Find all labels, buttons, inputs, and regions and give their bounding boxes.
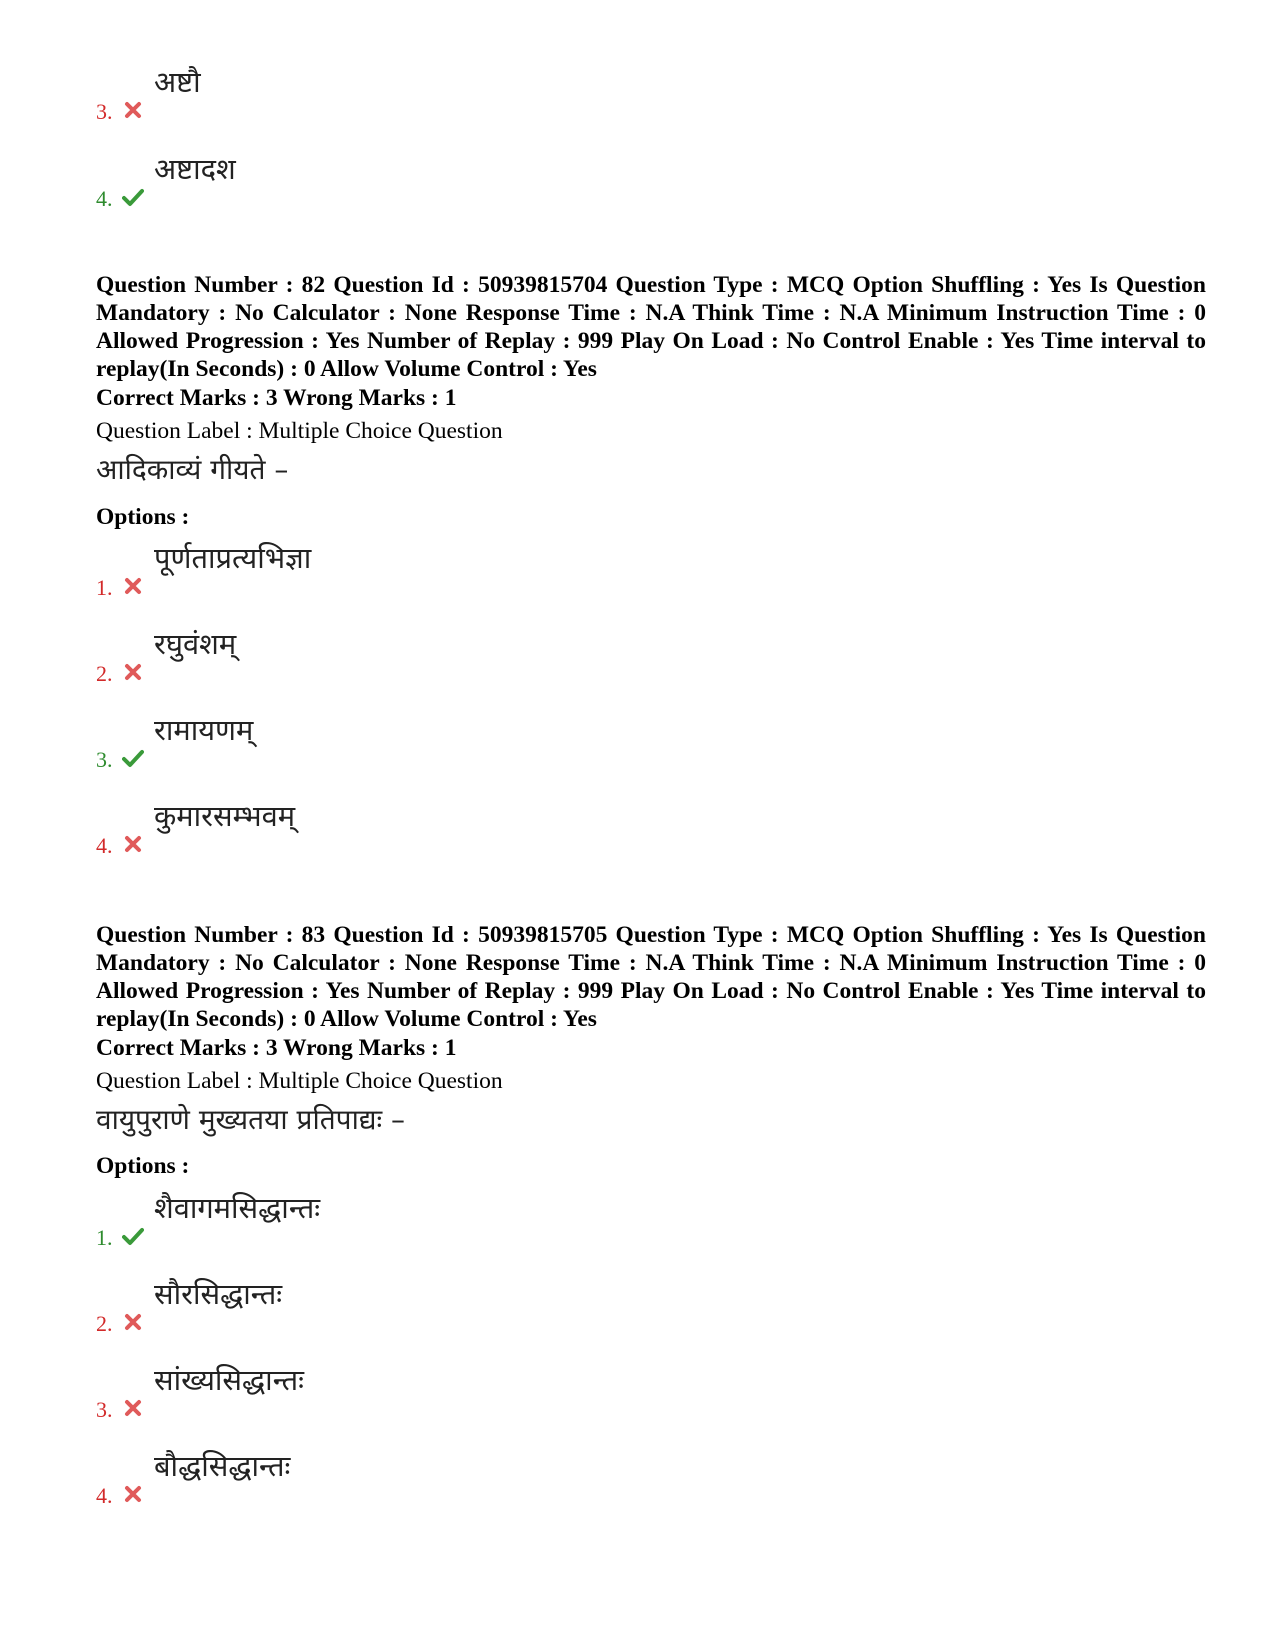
option-text: सौरसिद्धान्तः	[154, 1277, 283, 1311]
option-row	[96, 151, 696, 211]
question-marks: Correct Marks : 3 Wrong Marks : 1	[96, 1035, 457, 1061]
option-text: कुमारसम्भवम्	[154, 799, 296, 833]
question-stem: आदिकाव्यं गीयते –	[96, 453, 289, 486]
cross-icon	[122, 834, 144, 854]
check-icon	[122, 187, 144, 207]
option-number: 3.	[96, 747, 113, 772]
question-stem: वायुपुराणे मुख्यतया प्रतिपाद्यः –	[96, 1103, 406, 1136]
cross-icon	[122, 1398, 144, 1418]
option-number: 1.	[96, 575, 113, 600]
option-text: सांख्यसिद्धान्तः	[154, 1363, 305, 1397]
option-row	[96, 1276, 696, 1336]
option-row	[96, 540, 696, 600]
options-heading: Options :	[96, 504, 190, 530]
option-number: 3.	[96, 1397, 113, 1422]
option-row	[96, 1190, 696, 1250]
option-row	[96, 712, 696, 772]
option-text: अष्टौ	[154, 65, 201, 99]
question-label: Question Label : Multiple Choice Question	[96, 418, 503, 444]
option-text: शैवागमसिद्धान्तः	[154, 1191, 321, 1225]
cross-icon	[122, 576, 144, 596]
option-number: 4.	[96, 1483, 113, 1508]
option-row	[96, 64, 696, 124]
question-marks: Correct Marks : 3 Wrong Marks : 1	[96, 385, 457, 411]
option-text: रामायणम्	[154, 713, 254, 747]
option-text: अष्टादश	[154, 152, 236, 186]
option-row	[96, 1362, 696, 1422]
cross-icon	[122, 1312, 144, 1332]
option-text: बौद्धसिद्धान्तः	[154, 1449, 291, 1483]
check-icon	[122, 1226, 144, 1246]
option-row	[96, 626, 696, 686]
question-meta: Question Number : 82 Question Id : 50939815704 Question Type : MCQ Option Shuffling : Yes Is Question Mandatory : No Calculator : None Response Time : N.A Think Time : N.A Minimum Instruction Time : 0 Allowed Progression : Yes Number of Replay : 999 Play On Load : No Control Enable : Yes Time interval to replay(In Seconds) : 0 Allow Volume Control : Yes	[96, 272, 1206, 382]
option-number: 2.	[96, 661, 113, 686]
question-meta: Question Number : 83 Question Id : 50939815705 Question Type : MCQ Option Shuffling : Yes Is Question Mandatory : No Calculator : None Response Time : N.A Think Time : N.A Minimum Instruction Time : 0 Allowed Progression : Yes Number of Replay : 999 Play On Load : No Control Enable : Yes Time interval to replay(In Seconds) : 0 Allow Volume Control : Yes	[96, 922, 1206, 1032]
option-number: 4.	[96, 186, 113, 211]
option-number: 1.	[96, 1225, 113, 1250]
option-text: रघुवंशम्	[154, 627, 237, 661]
question-label: Question Label : Multiple Choice Question	[96, 1068, 503, 1094]
cross-icon	[122, 1484, 144, 1504]
option-row	[96, 1448, 696, 1508]
option-number: 4.	[96, 833, 113, 858]
cross-icon	[122, 662, 144, 682]
option-row	[96, 798, 696, 858]
option-number: 2.	[96, 1311, 113, 1336]
option-text: पूर्णताप्रत्यभिज्ञा	[154, 541, 312, 575]
cross-icon	[122, 100, 144, 120]
option-number: 3.	[96, 99, 113, 124]
check-icon	[122, 748, 144, 768]
options-heading: Options :	[96, 1153, 190, 1179]
